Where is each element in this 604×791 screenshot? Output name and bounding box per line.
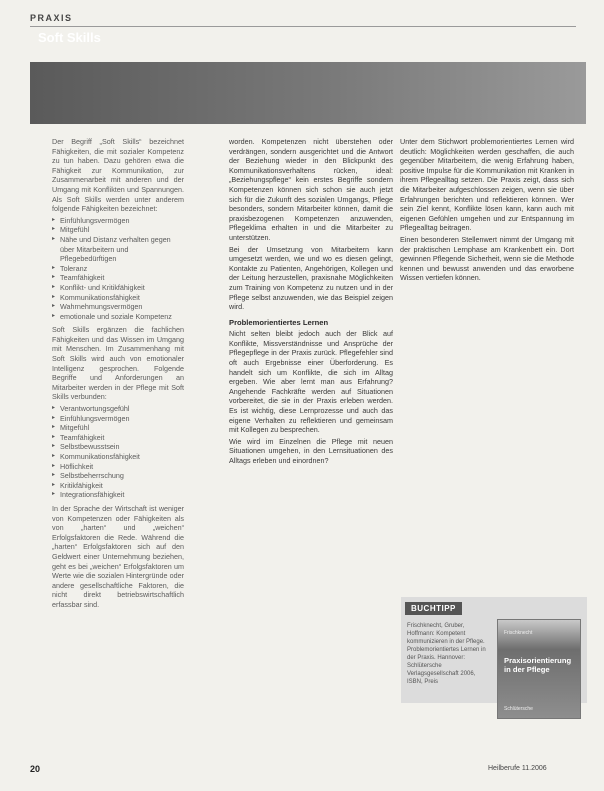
sidebar-intro: Der Begriff „Soft Skills“ bezeichnet Fähigkeiten, die mit sozialer Kompetenz zu tun haben. Dazu gehören etwa die Fähigkeit zur Kommunikation, zur Zusammenarbeit mit anderen und der Umgang mit Konflikten und Spannungen. Als Soft Skills werden unter anderem folgende Fähigkeiten bezeichnet: (52, 137, 184, 214)
skills-list-2 (52, 404, 184, 500)
list-item: ▸ Nähe und Distanz verhalten gegen über Mitarbeitern und Pflegebedürftigen (52, 235, 184, 264)
list-item: ▸ Selbstbewusstsein (52, 442, 184, 452)
body-paragraph: Bei der Umsetzung von Mitarbeitern kann umgesetzt werden, wie und wo es diesen gelingt, Kontakte zu Patienten, Angehörigen, Kollegen und der Leitung herzustellen, praxisnahe Möglichkeiten zum Training von Kompetenz zu nutzen und in der Pflege selbst anzuwenden, wie das Beispiel zeigen wird. (229, 244, 393, 312)
list-item: ▸ Teamfähigkeit (52, 273, 184, 283)
main-column-3 (400, 137, 574, 285)
list-item: ▸ Toleranz (52, 264, 184, 274)
book-tip-box (401, 597, 587, 712)
page-number: 20 (30, 764, 41, 774)
list-item: ▸ Kritikfähigkeit (52, 481, 184, 491)
body-paragraph: Einen besonderen Stellenwert nimmt der Umgang mit der praktischen Lernphase am Krankenbett ein. Dort gewinnen Pflegende Sicherheit, wenn sie die Methode kennen und bewusst anwenden und das erworbene Wissen vertiefen können. (400, 234, 574, 283)
main-column-2 (229, 137, 393, 468)
body-paragraph: Wie wird im Einzelnen die Pflege mit neuen Situationen umgehen, in den Lernsituationen des Alltags erleben und einordnen? (229, 436, 393, 465)
section-label: PRAXIS (30, 13, 73, 23)
list-item: ▸ Verantwortungsgefühl (52, 404, 184, 414)
list-item: ▸ Einfühlungsvermögen (52, 414, 184, 424)
book-title: Praxisorientierung in der Pflege (504, 656, 572, 674)
list-item: ▸ Kommunikationsfähigkeit (52, 452, 184, 462)
book-author: Frischknecht (504, 630, 533, 636)
sidebar-column (52, 137, 184, 612)
list-item: ▸ emotionale und soziale Kompetenz (52, 312, 184, 322)
skills-list-1 (52, 216, 184, 322)
list-item: ▸ Einfühlungsvermögen (52, 216, 184, 226)
list-item: ▸ Mitgefühl (52, 423, 184, 433)
body-paragraph: Nicht selten bleibt jedoch auch der Blick auf Konflikte, Missverständnisse und Ansprüche der Pflegepflege in der Praxis zurück. Pflegefehler sind oft auch Ergebnisse einer Überforderung. Es handelt sich um Konflikte, die sich im Alltag ergeben. Wie aber lernt man aus Erfahrung? Angehende Fachkräfte werden auf Situationen vorbereitet, die sie in der Praxis erleben werden. Es ist wichtig, diese Lernprozesse und auch das eigene Verhalten zu reflektieren und gemeinsam mit Kollegen zu besprechen. (229, 329, 393, 435)
list-item: ▸ Mitgefühl (52, 225, 184, 235)
list-item: ▸ Kommunikationsfähigkeit (52, 293, 184, 303)
book-publisher: Schlütersche (504, 706, 533, 712)
book-tip-label: BUCHTIPP (405, 602, 462, 615)
list-item: ▸ Höflichkeit (52, 462, 184, 472)
header-rule (30, 26, 576, 27)
body-paragraph: worden. Kompetenzen nicht überstehen oder verdrängen, sondern ausgerichtet und die Antwort der Beziehung wieder in den Blickpunkt des Kommunikationsverhaltens rücken, ideal: „Beziehungspflege“ kein erstes Begriffe sondern Kompetenzen können sich schon sie auch jetzt sich für die Zukunft des sozialen Umgangs, Pflege besonders, sondern Mitarbeiter können, damit die praxisbezogenen Kompetenzen anzuwenden, Pflegeklima erhalten in und die Mitarbeiter zu unterstützen. (229, 137, 393, 242)
section-heading: Problemorientiertes Lernen (229, 317, 329, 327)
body-paragraph: Unter dem Stichwort problemorientiertes Lernen wird deutlich: Möglichkeiten werden geschaffen, die auch gegenüber Mitarbeitern, die wenig Erfahrung haben, positive Impulse für die Kommunikation mit Kranken in ihrem Pflegealltag setzen. Die Praxis zeigt, dass sich die Mitarbeiter aufgeschlossen zeigen, wenn sie über Erfahrungen berichten und reflektieren können. Wer sein Ziel kennt, Konflikte lösen kann, kann auch mit eigenen Gefühlen umgehen und zur Entspannung im Pflegealltag beitragen. (400, 137, 574, 233)
sidebar-mid: Soft Skills ergänzen die fachlichen Fähigkeiten und das Wissen im Umgang mit Menschen. Im Zusammenhang mit Soft Skills wird auch von emotionaler Intelligenz gesprochen. Folgende Begriffe und Anforderungen an Mitarbeiter werden in der Pflege mit Soft Skills verbunden: (52, 325, 184, 402)
page-title: Soft Skills (38, 30, 101, 45)
sidebar-outro: In der Sprache der Wirtschaft ist weniger von Kompetenzen oder Fähigkeiten als von „harten“ und „weichen“ Erfolgsfaktoren die Rede. Während die „harten“ Erfolgsfaktoren sich auf den Geldwert einer Unternehmung beziehen, geht es bei „weichen“ Erfolgsfaktoren um Werte wie die sozialen Hintergründe oder andere gesellschaftliche Faktoren, die nicht direkt betriebswirtschaftlich erfassbar sind. (52, 503, 184, 609)
list-item: ▸ Selbstbeherrschung (52, 471, 184, 481)
title-banner (30, 62, 586, 124)
list-item: ▸ Konflikt- und Kritikfähigkeit (52, 283, 184, 293)
list-item: ▸ Teamfähigkeit (52, 433, 184, 443)
list-item: ▸ Wahrnehmungsvermögen (52, 302, 184, 312)
list-item: ▸ Integrationsfähigkeit (52, 490, 184, 500)
book-cover (497, 619, 581, 719)
book-tip-text: Frischknecht, Gruber, Hoffmann: Kompetent kommunizieren in der Pflege. Problemorientiertes Lernen in der Praxis. Hannover: Schlütersche Verlagsgesellschaft 2006, ISBN, Preis (407, 623, 486, 685)
publication-name: Heilberufe 11.2006 (488, 765, 547, 772)
